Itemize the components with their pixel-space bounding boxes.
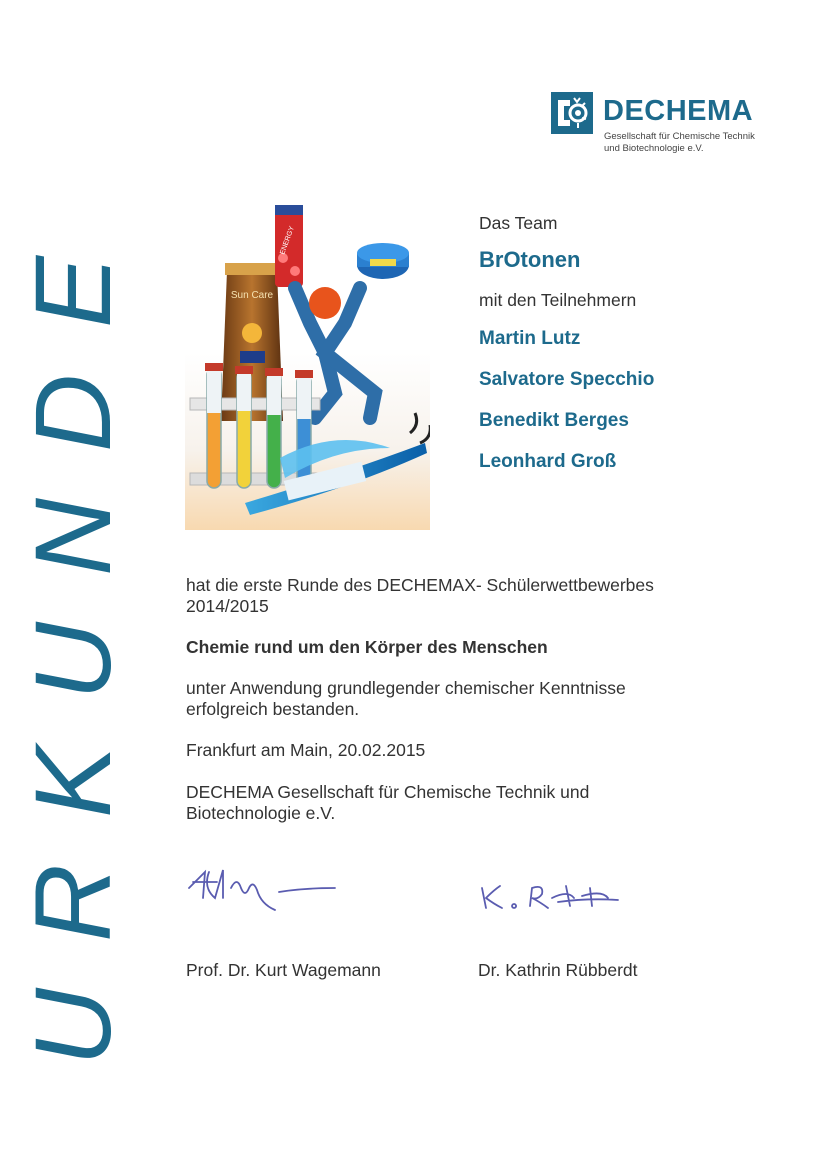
team-member: Salvatore Specchio <box>479 369 655 390</box>
can-label: ENERGY <box>279 225 296 256</box>
body-line: erfolgreich bestanden. <box>186 699 360 719</box>
team-name: BrOtonen <box>479 247 581 272</box>
signer-name: Dr. Kathrin Rübberdt <box>478 960 638 980</box>
logo-subtitle-line2: und Biotechnologie e.V. <box>604 143 704 154</box>
team-member: Benedikt Berges <box>479 410 629 431</box>
body-line: unter Anwendung grundlegender chemischer Kenntnisse <box>186 678 626 698</box>
dechema-logo-mark-icon <box>551 92 593 134</box>
organization-line: Biotechnologie e.V. <box>186 803 336 823</box>
dechema-logo <box>551 92 755 154</box>
certificate-heading: URKUNDE <box>12 209 133 1066</box>
signature-wagemann <box>183 858 343 918</box>
team-member: Leonhard Groß <box>479 451 617 472</box>
energy-drink-can-icon <box>275 205 303 287</box>
logo-subtitle-line1: Gesellschaft für Chemische Technik <box>604 131 755 142</box>
competition-topic: Chemie rund um den Körper des Menschen <box>186 637 548 657</box>
tube-label: Sun Care <box>230 290 274 301</box>
chemistry-illustration <box>185 203 430 530</box>
organization-line: DECHEMA Gesellschaft für Chemische Technik und <box>186 782 590 802</box>
team-label: Das Team <box>479 213 558 233</box>
team-member: Martin Lutz <box>479 328 581 349</box>
signer-name: Prof. Dr. Kurt Wagemann <box>186 960 381 980</box>
body-line: hat die erste Runde des DECHEMAX- Schülerwettbewerbes <box>186 575 654 595</box>
place-date: Frankfurt am Main, 20.02.2015 <box>186 740 426 760</box>
signature-ruebberdt <box>478 876 628 916</box>
cream-jar-icon <box>357 243 409 279</box>
logo-name: DECHEMA <box>603 95 754 127</box>
body-line: 2014/2015 <box>186 596 269 616</box>
participants-label: mit den Teilnehmern <box>479 290 637 310</box>
